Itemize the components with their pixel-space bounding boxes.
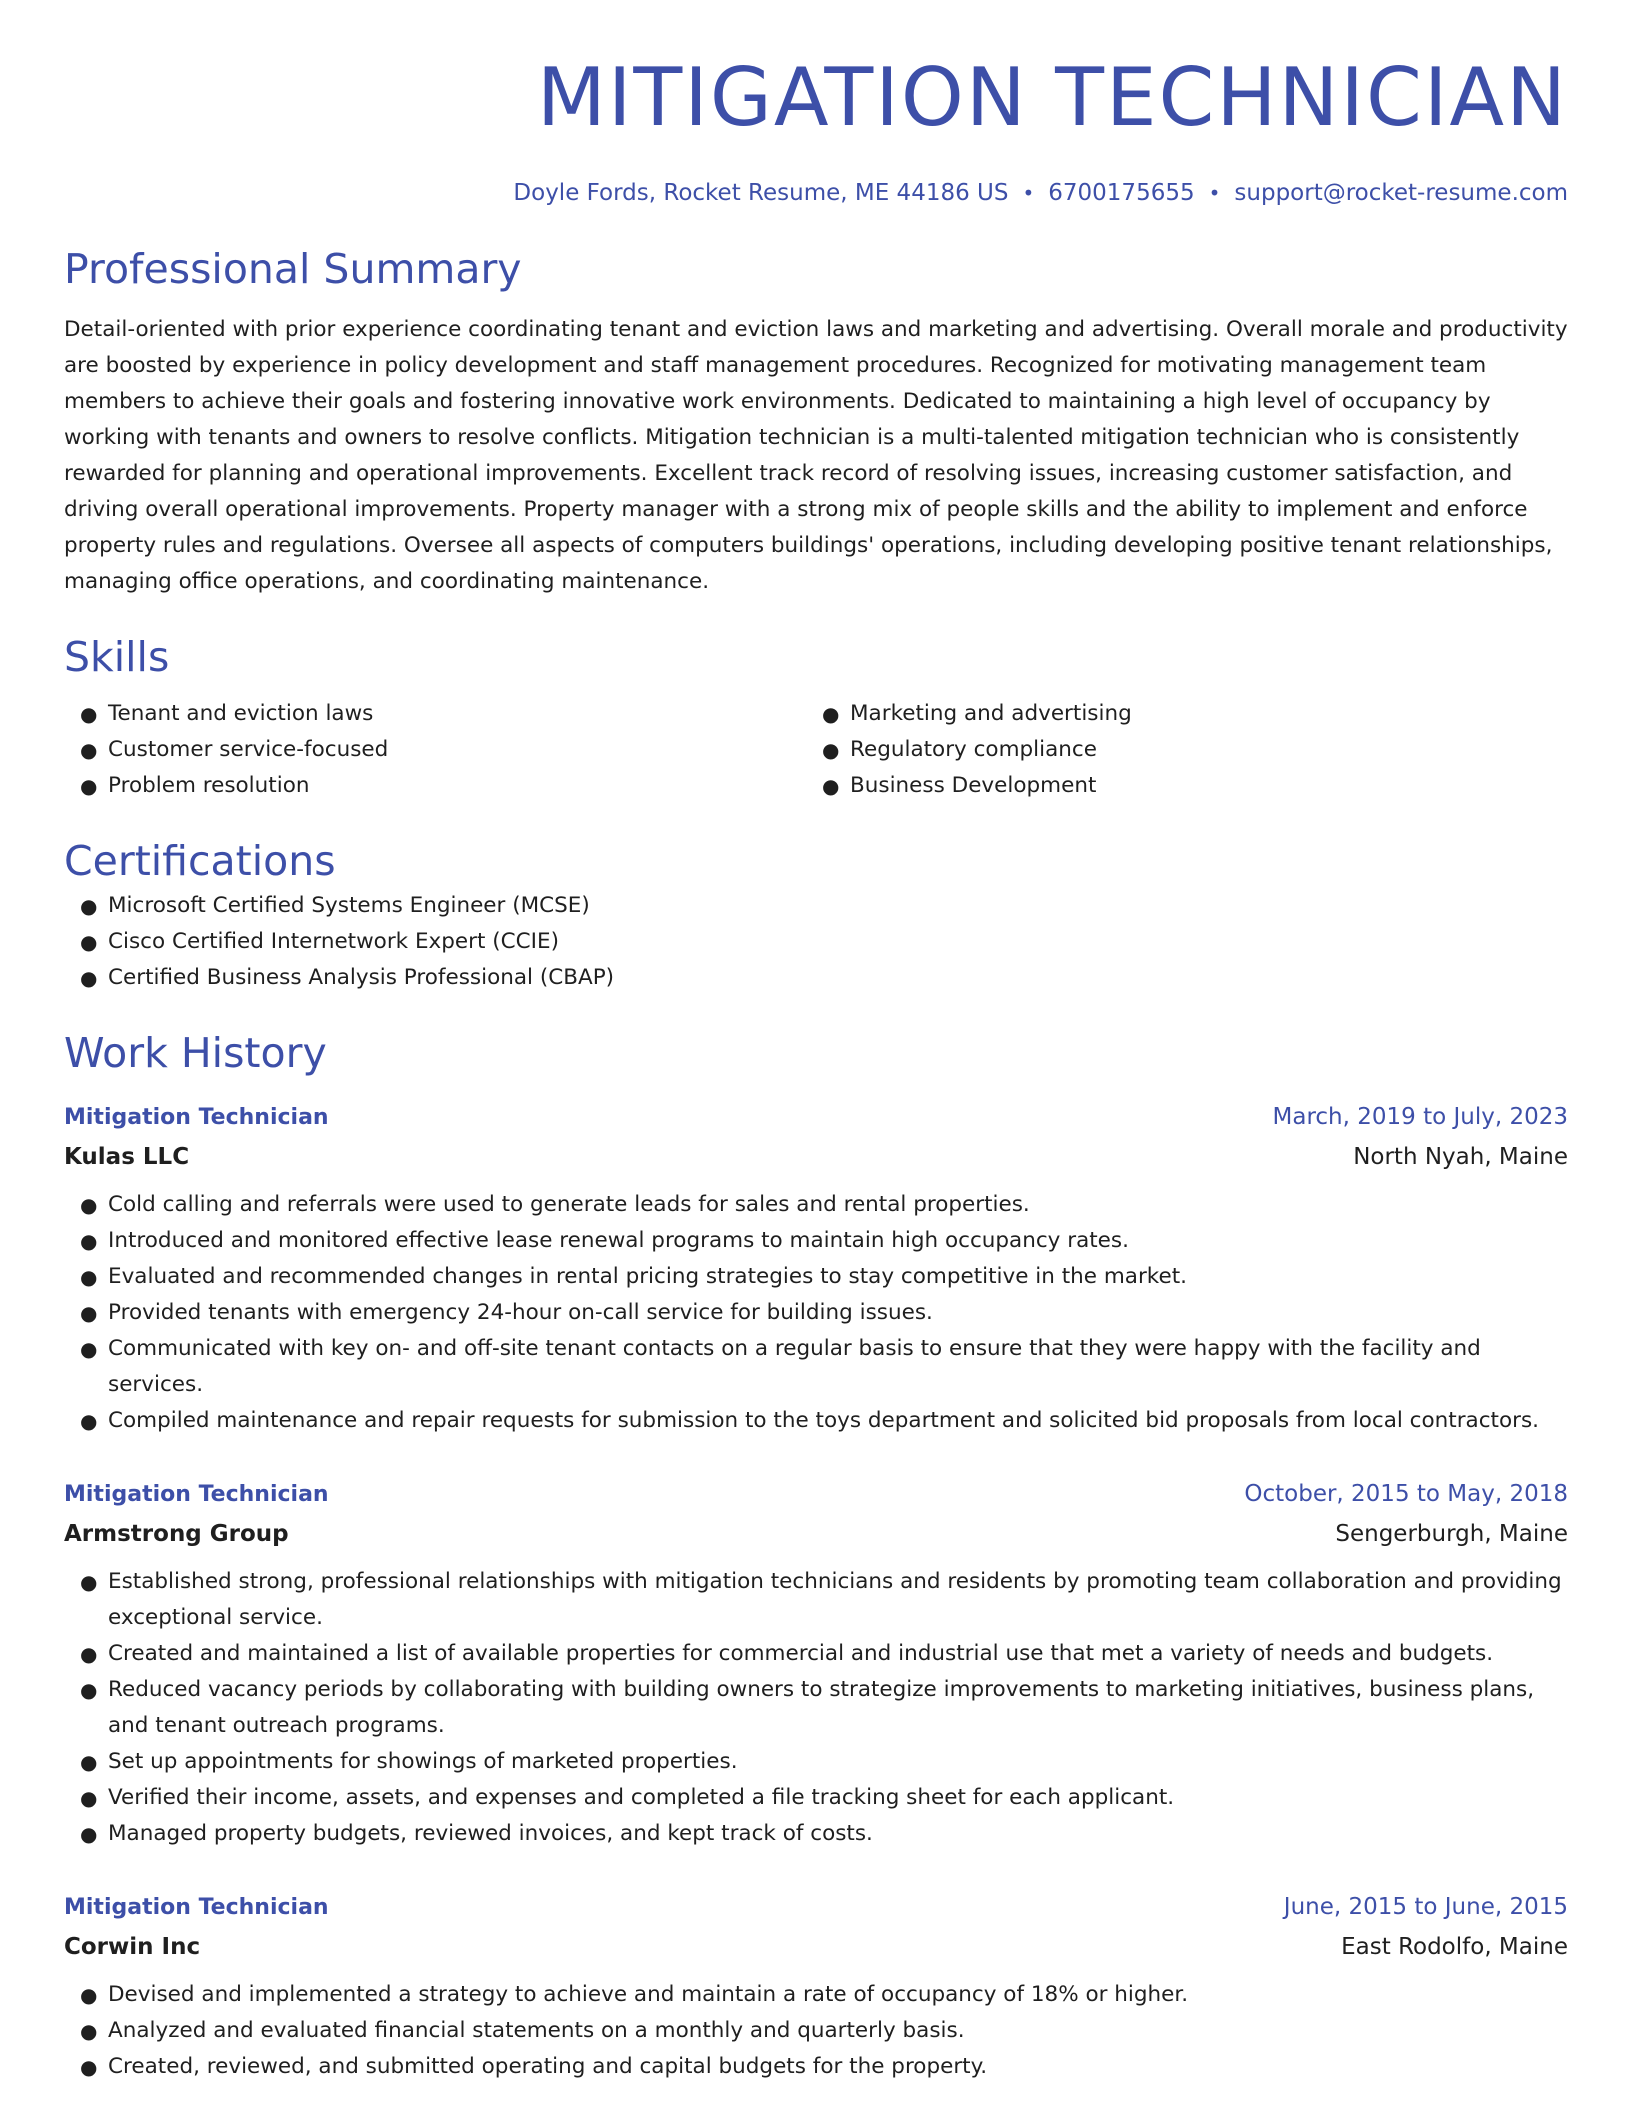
- bullet-icon: ●: [80, 774, 98, 798]
- bullet-icon: ●: [822, 774, 840, 798]
- skills-column-right: [806, 696, 1548, 804]
- bullet-icon: ●: [80, 966, 98, 990]
- job-bullet: [64, 2013, 1568, 2049]
- job-company-row: [64, 1927, 1568, 1967]
- job-bullet: [64, 1636, 1568, 1672]
- job-company: Corwin Inc: [64, 1934, 201, 1960]
- certifications-heading: Certifications: [64, 837, 336, 885]
- bullet-icon: ●: [80, 2055, 98, 2079]
- contact-phone: 6700175655: [1048, 180, 1195, 206]
- job-title: Mitigation Technician: [64, 1482, 329, 1507]
- skills-heading: Skills: [64, 633, 170, 681]
- job-bullet-text: Provided tenants with emergency 24-hour on-call service for building issues.: [108, 1300, 933, 1325]
- job-company: Kulas LLC: [64, 1144, 190, 1170]
- certification-label: Microsoft Certified Systems Engineer (MCSE): [108, 893, 590, 918]
- bullet-icon: ●: [80, 1409, 98, 1433]
- job-bullet: [64, 1816, 1568, 1852]
- job-bullet-text: Established strong, professional relationships with mitigation technicians and residents by promoting team collaboration and providing exceptional service.: [108, 1569, 1562, 1630]
- work-history-heading: Work History: [64, 1029, 327, 1077]
- bullet-icon: ●: [80, 1983, 98, 2007]
- job-bullet-text: Introduced and monitored effective lease renewal programs to maintain high occupancy rates.: [108, 1228, 1129, 1253]
- job-entry: [64, 1475, 1568, 1852]
- job-bullet-text: Analyzed and evaluated financial statements on a monthly and quarterly basis.: [108, 2018, 965, 2043]
- skill-item: [64, 696, 806, 732]
- bullet-icon: ●: [80, 1786, 98, 1810]
- job-title: Mitigation Technician: [64, 1105, 329, 1130]
- job-entry: [64, 1098, 1568, 1439]
- bullet-icon: ●: [80, 1301, 98, 1325]
- contact-email: support@rocket-resume.com: [1234, 180, 1568, 206]
- job-bullet-text: Devised and implemented a strategy to achieve and maintain a rate of occupancy of 18% or higher.: [108, 1982, 1189, 2007]
- job-dates: March, 2019 to July, 2023: [1272, 1104, 1568, 1130]
- summary-text: Detail-oriented with prior experience coordinating tenant and eviction laws and marketing and advertising. Overall morale and productivity are boosted by experience in policy development and staff management procedures. Recognized for motivating management team members to achieve their goals and fostering innovative work environments. Dedicated to maintaining a high level of occupancy by working with tenants and owners to resolve conflicts. Mitigation technician is a multi-talented mitigation technician who is consistently rewarded for planning and operational improvements. Excellent track record of resolving issues, increasing customer satisfaction, and driving overall operational improvements. Property manager with a strong mix of people skills and the ability to implement and enforce property rules and regulations. Oversee all aspects of computers buildings' operations, including developing positive tenant relationships, managing office operations, and coordinating maintenance.: [64, 317, 1568, 594]
- bullet-icon: ●: [80, 930, 98, 954]
- bullet-icon: ●: [80, 1229, 98, 1253]
- bullet-icon: ●: [822, 702, 840, 726]
- job-location: North Nyah, Maine: [1353, 1144, 1568, 1170]
- bullet-icon: ●: [822, 738, 840, 762]
- job-title-row: [64, 1888, 1568, 1927]
- job-location: Sengerburgh, Maine: [1335, 1521, 1568, 1547]
- job-bullet: [64, 1259, 1568, 1295]
- job-location: East Rodolfo, Maine: [1341, 1934, 1568, 1960]
- certification-item: [64, 888, 1568, 924]
- job-entry: [64, 1888, 1568, 2085]
- job-title-row: [64, 1475, 1568, 1514]
- bullet-icon: ●: [80, 1265, 98, 1289]
- bullet-icon: ●: [80, 1570, 98, 1594]
- certification-item: [64, 960, 1568, 996]
- skills-grid: [64, 696, 1568, 804]
- job-bullet: [64, 1331, 1568, 1403]
- skill-label: Marketing and advertising: [850, 701, 1132, 726]
- job-company-row: [64, 1137, 1568, 1177]
- skill-item: [806, 768, 1548, 804]
- job-bullet-text: Communicated with key on- and off-site tenant contacts on a regular basis to ensure that they were happy with the facility and services.: [108, 1336, 1481, 1397]
- job-bullet-text: Evaluated and recommended changes in rental pricing strategies to stay competitive in the market.: [108, 1264, 1187, 1289]
- job-bullet-text: Compiled maintenance and repair requests for submission to the toys department and solicited bid proposals from local contractors.: [108, 1408, 1539, 1433]
- job-bullet-text: Managed property budgets, reviewed invoices, and kept track of costs.: [108, 1821, 873, 1846]
- job-bullet-text: Reduced vacancy periods by collaborating with building owners to strategize improvements to marketing initiatives, business plans, and tenant outreach programs.: [108, 1677, 1535, 1738]
- skill-label: Tenant and eviction laws: [108, 701, 374, 726]
- bullet-icon: ●: [80, 738, 98, 762]
- contact-line: [64, 176, 1568, 210]
- skill-label: Business Development: [850, 773, 1097, 798]
- job-bullet-text: Verified their income, assets, and expenses and completed a file tracking sheet for each applicant.: [108, 1785, 1175, 1810]
- resume-page: [64, 0, 1568, 2085]
- job-bullets: [64, 1187, 1568, 1439]
- bullet-icon: ●: [80, 2019, 98, 2043]
- skill-item: [806, 696, 1548, 732]
- job-bullet-text: Set up appointments for showings of marketed properties.: [108, 1749, 738, 1774]
- job-bullet-text: Created and maintained a list of available properties for commercial and industrial use that met a variety of needs and budgets.: [108, 1641, 1494, 1666]
- resume-name: MITIGATION TECHNICIAN: [536, 51, 1568, 144]
- skill-label: Problem resolution: [108, 773, 310, 798]
- summary-heading: Professional Summary: [64, 245, 522, 293]
- job-bullet: [64, 1780, 1568, 1816]
- skill-label: Regulatory compliance: [850, 737, 1097, 762]
- job-title-row: [64, 1098, 1568, 1137]
- bullet-icon: ●: [80, 1642, 98, 1666]
- job-title: Mitigation Technician: [64, 1895, 329, 1920]
- skill-label: Customer service-focused: [108, 737, 389, 762]
- job-bullet: [64, 2049, 1568, 2085]
- job-bullet: [64, 1187, 1568, 1223]
- certifications-list: [64, 888, 1568, 996]
- certification-label: Cisco Certified Internetwork Expert (CCIE): [108, 929, 559, 954]
- job-bullet: [64, 1403, 1568, 1439]
- job-bullets: [64, 1977, 1568, 2085]
- bullet-icon: ●: [80, 1337, 98, 1361]
- job-bullet: [64, 1295, 1568, 1331]
- separator-dot: •: [1208, 181, 1221, 205]
- bullet-icon: ●: [80, 702, 98, 726]
- certification-item: [64, 924, 1568, 960]
- job-dates: October, 2015 to May, 2018: [1244, 1481, 1568, 1507]
- job-bullet: [64, 1977, 1568, 2013]
- separator-dot: •: [1022, 181, 1035, 205]
- job-bullet: [64, 1744, 1568, 1780]
- skills-column-left: [64, 696, 806, 804]
- contact-address: Doyle Fords, Rocket Resume, ME 44186 US: [513, 180, 1009, 206]
- skill-item: [64, 768, 806, 804]
- job-bullet-text: Cold calling and referrals were used to generate leads for sales and rental properties.: [108, 1192, 1030, 1217]
- bullet-icon: ●: [80, 894, 98, 918]
- skill-item: [806, 732, 1548, 768]
- job-bullet: [64, 1223, 1568, 1259]
- bullet-icon: ●: [80, 1822, 98, 1846]
- job-company-row: [64, 1514, 1568, 1554]
- job-company: Armstrong Group: [64, 1521, 289, 1547]
- certification-label: Certified Business Analysis Professional (CBAP): [108, 965, 615, 990]
- bullet-icon: ●: [80, 1750, 98, 1774]
- job-dates: June, 2015 to June, 2015: [1283, 1894, 1568, 1920]
- skill-item: [64, 732, 806, 768]
- bullet-icon: ●: [80, 1678, 98, 1702]
- job-bullet: [64, 1672, 1568, 1744]
- job-bullet: [64, 1564, 1568, 1636]
- job-bullet-text: Created, reviewed, and submitted operating and capital budgets for the property.: [108, 2054, 988, 2079]
- job-bullets: [64, 1564, 1568, 1852]
- bullet-icon: ●: [80, 1193, 98, 1217]
